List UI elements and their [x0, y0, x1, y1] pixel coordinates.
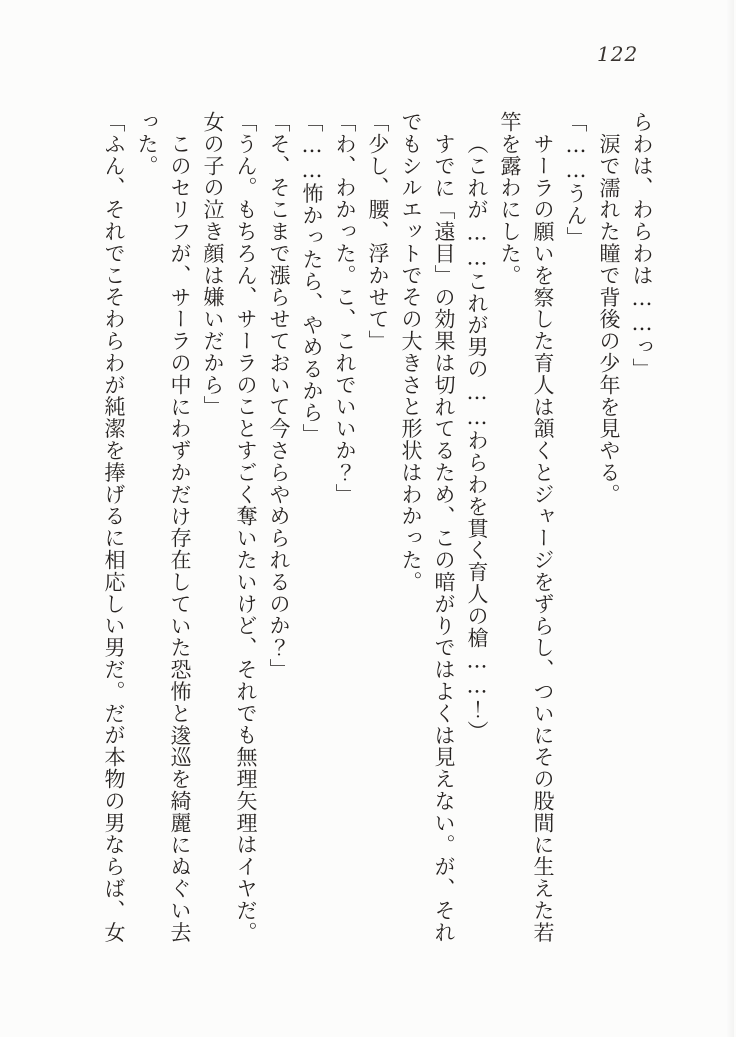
text-line: 「うん。もちろん、サーラのことすごく奪いたいけど、それでも無理矢理はイヤだ。 [234, 111, 258, 944]
text-line: でもシルエットでその大きさと形状はわかった。 [399, 111, 423, 593]
page-edge-shadow [726, 0, 734, 1037]
text-line: 「わ、わかった。こ、これでいいか？」 [333, 111, 357, 506]
text-line: サーラの願いを察した育人は頷くとジャージをずらし、ついにその股間に生えた若 [531, 133, 555, 944]
text-line: らわは、わらわは……っ」 [630, 111, 654, 380]
text-line: 「そ、そこまで漲らせておいて今さらやめられるのか？」 [267, 111, 291, 681]
text-line: った。 [135, 111, 159, 177]
text-line: このセリフが、サーラの中にわずかだけ存在していた恐怖と逡巡を綺麗にぬぐい去 [168, 133, 192, 944]
text-line: 「……怖かったら、やめるから」 [300, 111, 324, 446]
text-line: 「……うん」 [564, 111, 588, 249]
text-line: 「ふん、それでこそわらわが純潔を捧げるに相応しい男だ。だが本物の男ならば、女 [102, 111, 126, 944]
text-line: （これが……これが男の……わらわを貫く育人の槍……！） [465, 133, 489, 743]
text-line: 女の子の泣き顔は嫌いだから」 [201, 111, 225, 418]
vertical-text-block [97, 111, 658, 957]
text-line: 「少し、腰、浮かせて」 [366, 111, 390, 352]
text-line: 涙で濡れた瞳で背後の少年を見やる。 [597, 133, 621, 506]
text-line: すでに「遠目」の効果は切れてるため、この暗がりではよくは見えない。が、それ [432, 133, 456, 944]
page-number: 122 [597, 42, 639, 66]
text-line: 竿を露わにした。 [498, 111, 522, 287]
